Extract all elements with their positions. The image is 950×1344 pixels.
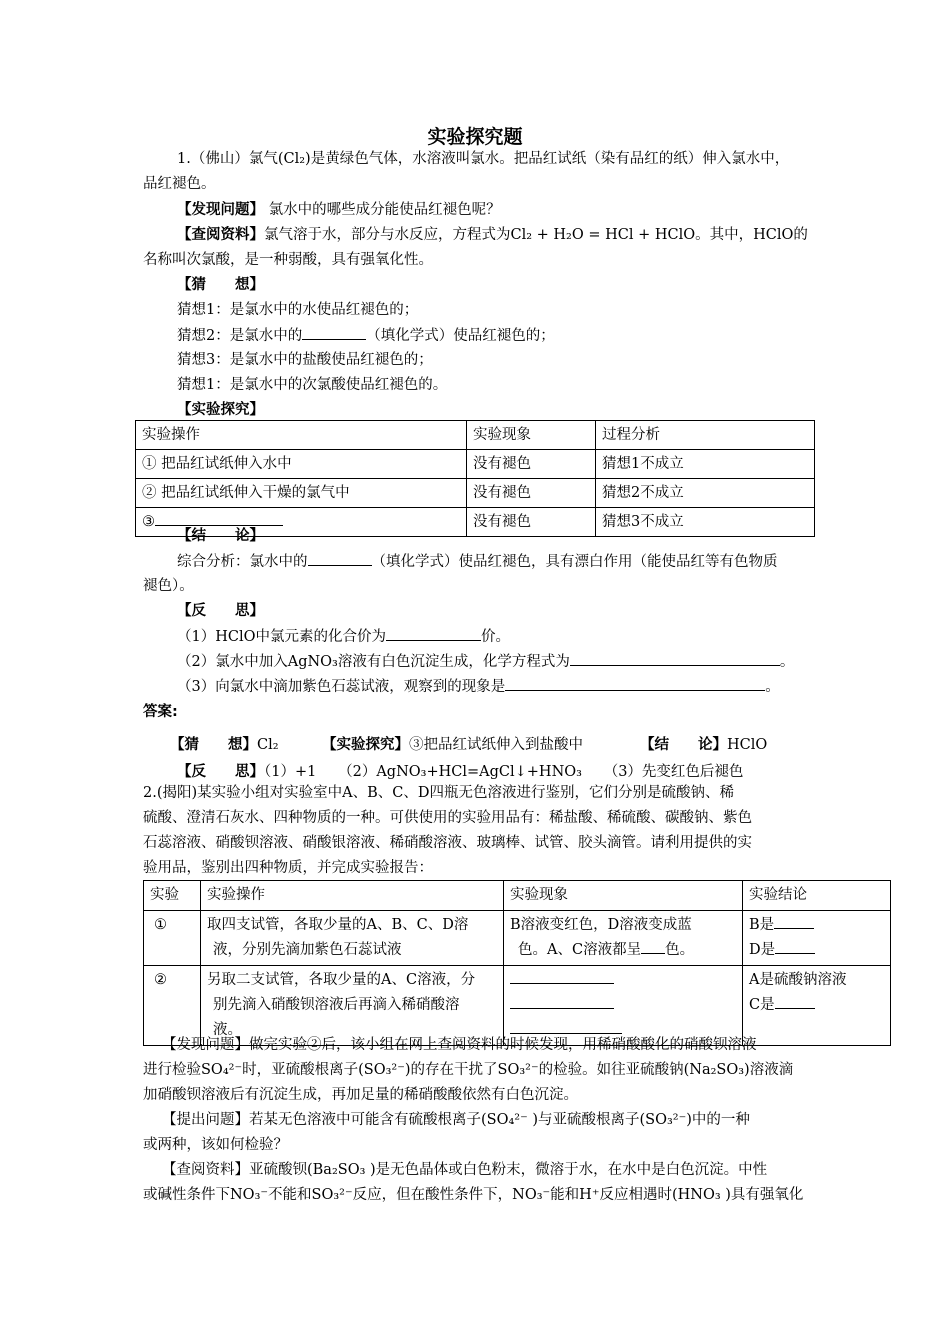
phenomenon-text: 色。	[665, 942, 695, 958]
table-cell: 猜想2不成立	[596, 479, 815, 508]
q1-conclusion-suffix: （填化学式）使品红褪色，具有漂白作用（能使品红等有色物质	[371, 554, 778, 570]
cell-line	[510, 968, 736, 993]
q1-reflect-3-suffix: 。	[765, 679, 780, 695]
cell-line	[749, 913, 884, 938]
answer-explore: ③把品红试纸伸入到盐酸中	[409, 737, 583, 753]
answer-line-2	[177, 762, 743, 782]
table-cell	[201, 966, 504, 1046]
conclusion-text: B是	[749, 917, 775, 933]
answer-explore-label: 【实验探究】	[322, 737, 409, 753]
table-header-cell: 过程分析	[596, 421, 815, 450]
table-cell: ① 把品红试纸伸入水中	[136, 450, 467, 479]
answer-line-1c	[640, 735, 767, 755]
phenomenon-text: 色。A、C溶液都呈	[518, 942, 642, 958]
q1-reflect-2-suffix: 。	[779, 654, 795, 670]
table-cell	[743, 911, 891, 966]
table-header-cell: 实验现象	[504, 881, 743, 911]
table-cell: ②	[144, 966, 201, 1046]
q2-ask-line-2: 或两种，该如何检验？	[143, 1137, 288, 1153]
table-cell: ② 把品红试纸伸入干燥的氯气中	[136, 479, 467, 508]
q1-discover-label: 【发现问题】	[177, 202, 264, 218]
q1-explore-label: 【实验探究】	[177, 402, 264, 418]
conclusion-text: D是	[749, 942, 776, 958]
table-cell	[743, 966, 891, 1046]
table-header-cell: 实验结论	[743, 881, 891, 911]
q1-reflect-1-blank	[386, 626, 481, 641]
q2-reference-line-2: 或碱性条件下NO₃⁻不能和SO₃²⁻反应，但在酸性条件下，NO₃⁻能和H⁺反应相遇时(HNO₃ )具有强氧化	[143, 1187, 804, 1203]
cell-line: B溶液变红色，D溶液变成蓝	[510, 917, 692, 933]
q1-guess-4: 猜想1：是氯水中的次氯酸使品红褪色的。	[177, 377, 448, 393]
q1-discover-line	[177, 200, 501, 220]
table-cell	[504, 966, 743, 1046]
table-cell: 没有褪色	[467, 450, 596, 479]
answer-blank	[510, 969, 614, 984]
q1-reference-line-2: 名称叫次氯酸，是一种弱酸，具有强氧化性。	[143, 252, 433, 268]
answer-blank	[155, 511, 283, 526]
table-row	[144, 966, 891, 1046]
answer-guess-label: 【猜 想】	[170, 737, 257, 753]
answer-reflect: （1）+1 （2）AgNO₃+HCl=AgCl↓+HNO₃ （3）先变红色后褪色	[264, 764, 744, 780]
cell-line: 别先滴入硝酸钡溶液后再滴入稀硝酸溶	[213, 997, 460, 1013]
q2-reference-line-1: 【查阅资料】亚硫酸钡(Ba₂SO₃ )是无色晶体或白色粉末，微溶于水，在水中是白色沉淀。中性	[162, 1162, 768, 1178]
q1-experiment-table	[135, 420, 815, 537]
answer-label: 答案:	[143, 704, 178, 720]
answer-line-1	[170, 735, 279, 755]
q1-reflect-3-prefix: （3）向氯水中滴加紫色石蕊试液，观察到的现象是	[177, 679, 506, 695]
q1-guess-2-prefix: 猜想2：是氯水中的	[177, 328, 303, 344]
answer-conclusion: HClO	[727, 737, 768, 753]
q2-discover-line-2: 进行检验SO₄²⁻时，亚硫酸根离子(SO₃²⁻)的存在干扰了SO₃²⁻的检验。如往亚硫酸钠(Na₂SO₃)溶液滴	[143, 1062, 794, 1078]
q1-intro-line-2: 品红褪色。	[143, 176, 216, 192]
q1-conclusion-blank	[308, 551, 372, 566]
q1-conclusion-line-1	[177, 551, 778, 572]
table-cell: 没有褪色	[467, 479, 596, 508]
q1-conclusion-line-2: 褪色）。	[143, 578, 194, 594]
cell-line: A是硫酸钠溶液	[749, 972, 847, 988]
answer-line-1b	[322, 735, 583, 755]
table-header-cell: 实验现象	[467, 421, 596, 450]
q1-reflect-3	[177, 676, 780, 697]
q1-reflect-2-blank	[570, 651, 780, 666]
table-cell	[201, 911, 504, 966]
q2-intro-line-3: 石蕊溶液、硝酸钡溶液、硝酸银溶液、稀硝酸溶液、玻璃棒、试管、胶头滴管。请利用提供的实	[143, 835, 752, 851]
table-row	[136, 479, 815, 508]
answer-blank	[641, 939, 665, 954]
q1-conclusion-prefix: 综合分析：氯水中的	[177, 554, 308, 570]
table-row	[136, 450, 815, 479]
answer-guess: Cl₂	[257, 737, 279, 753]
page-title: 实验探究题	[427, 126, 523, 148]
cell-line	[749, 993, 884, 1018]
q1-reflect-1	[177, 626, 510, 647]
answer-blank	[775, 939, 815, 954]
table-header-row	[144, 881, 891, 911]
answer-blank	[510, 1019, 622, 1034]
cell-line	[510, 993, 736, 1018]
table-header-cell: 实验	[144, 881, 201, 911]
q2-experiment-table	[143, 880, 891, 1046]
q1-reference-line-1	[177, 225, 808, 245]
table-cell: 没有褪色	[467, 508, 596, 537]
table-cell: 猜想1不成立	[596, 450, 815, 479]
table-header-cell: 实验操作	[136, 421, 467, 450]
cell-line: 取四支试管，各取少量的A、B、C、D溶	[207, 917, 469, 933]
q2-ask-line-1: 【提出问题】若某无色溶液中可能含有硫酸根离子(SO₄²⁻ )与亚硫酸根离子(SO₃²⁻)中的一种	[162, 1112, 750, 1128]
cell-line: 液，分别先滴加紫色石蕊试液	[213, 942, 402, 958]
answer-blank	[775, 994, 815, 1009]
q1-reference-text-1: 氯气溶于水，部分与水反应，方程式为Cl₂ + H₂O = HCl + HClO。其中，HClO的	[264, 227, 808, 243]
table-header-row	[136, 421, 815, 450]
q1-reflect-2-prefix: （2）氯水中加入AgNO₃溶液有白色沉淀生成，化学方程式为	[177, 654, 570, 670]
q1-reflect-1-suffix: 价。	[481, 629, 510, 645]
q1-reflect-label: 【反 思】	[177, 603, 264, 619]
q1-reflect-1-prefix: （1）HClO中氯元素的化合价为	[177, 629, 386, 645]
table-row	[144, 911, 891, 966]
q1-reflect-2	[177, 651, 794, 672]
q2-discover-line-3: 加硝酸钡溶液后有沉淀生成，再加足量的稀硝酸酸依然有白色沉淀。	[143, 1087, 578, 1103]
table-cell	[504, 911, 743, 966]
q1-conclusion-label: 【结 论】	[177, 528, 264, 544]
answer-reflect-label: 【反 思】	[177, 764, 264, 780]
table-cell: 猜想3不成立	[596, 508, 815, 537]
answer-blank	[510, 994, 614, 1009]
answer-conclusion-label: 【结 论】	[640, 737, 727, 753]
cell-line: 另取二支试管，各取少量的A、C溶液，分	[207, 972, 476, 988]
q2-intro-line-1: 2.(揭阳)某实验小组对实验室中A、B、C、D四瓶无色溶液进行鉴别，它们分别是硫酸钠、稀	[143, 785, 734, 801]
table-cell-text: ③	[142, 514, 155, 530]
cell-line	[749, 938, 884, 963]
q1-intro-line-1: 1.（佛山）氯气(Cl₂)是黄绿色气体，水溶液叫氯水。把品红试纸（染有品红的纸）伸入氯水中，	[177, 151, 790, 167]
q2-discover-line-1: 【发现问题】做完实验②后，该小组在网上查阅资料的时候发现，用稀硝酸酸化的硝酸钡溶液	[162, 1037, 757, 1053]
q2-intro-line-2: 硫酸、澄清石灰水、四种物质的一种。可供使用的实验用品有：稀盐酸、稀硫酸、碳酸钠、紫色	[143, 810, 752, 826]
q1-guess-2	[177, 325, 555, 346]
q2-intro-line-4: 验用品，鉴别出四种物质，并完成实验报告：	[143, 860, 433, 876]
q1-guess-label: 【猜 想】	[177, 277, 264, 293]
q1-guess-1: 猜想1：是氯水中的水使品红褪色的；	[177, 302, 419, 318]
conclusion-text: C是	[749, 997, 775, 1013]
q1-guess-2-suffix: （填化学式）使品红褪色的；	[366, 328, 555, 344]
cell-line	[510, 938, 736, 963]
q1-reflect-3-blank	[505, 676, 765, 691]
cell-line: 液。	[213, 1022, 242, 1038]
answer-blank	[774, 914, 814, 929]
q1-guess-2-blank	[302, 325, 366, 340]
table-header-cell: 实验操作	[201, 881, 504, 911]
table-cell: ①	[144, 911, 201, 966]
q1-discover-text: 氯水中的哪些成分能使品红褪色呢？	[264, 202, 501, 218]
q1-guess-3: 猜想3：是氯水中的盐酸使品红褪色的；	[177, 352, 433, 368]
q1-reference-label: 【查阅资料】	[177, 227, 264, 243]
